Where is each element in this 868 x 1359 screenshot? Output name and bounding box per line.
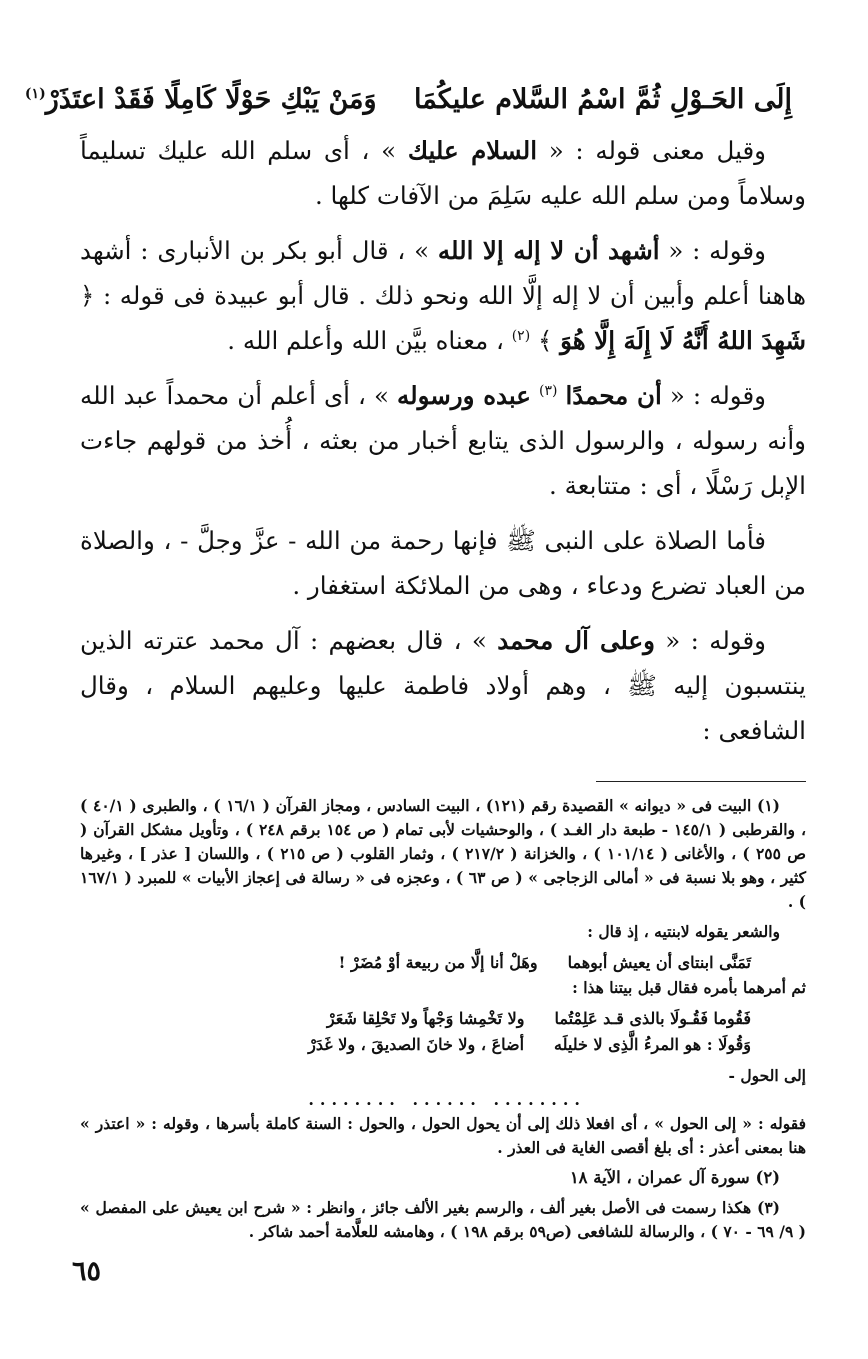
- poem-line: تَمَنَّى ابنتاى أن يعيش أبوهما وهَلْ أنا إلَّا من ربيعة أوْ مُضَرْ !: [338, 953, 751, 972]
- footnote-3: (٣) هكذا رسمت فى الأصل بغير ألف ، والرسم بغير الألف جائز ، وانظر : « شرح ابن يعيش على المفصل » ( ٩/ ٦٩ - ٧٠ ) ، والرسالة للشافعى (ص٥٩ برقم ١٩٨ ) ، وهامشه للعلَّامة أحمد شاكر .: [80, 1198, 806, 1241]
- poem-line: فَقُوما فَقُـولَا بالذى قـد عَلِمْتُما ولا تَخْمِشا وَجْهاً ولا تَحْلِقا شَعَرْ: [326, 1009, 751, 1028]
- footnote-ref-1: (١): [24, 86, 46, 102]
- paragraph-salam: وقيل معنى قوله : « السلام عليك » ، أى سلم الله عليك تسليماً وسلاماً ومن سلم الله عليه سَلِمَ من الآفات كلها .: [80, 136, 806, 210]
- quoted-phrase: أن محمدًا: [565, 381, 662, 410]
- quoted-phrase: عبده ورسوله: [396, 381, 531, 410]
- footnotes: [80, 794, 806, 1244]
- footnote-ref-2: (٢): [511, 327, 531, 344]
- footnote-1-poem-intro: والشعر يقوله لابنتيه ، إذ قال :: [587, 922, 780, 941]
- paragraph-shahada: وقوله : « أشهد أن لا إله إلا الله » ، قال أبو بكر بن الأنبارى : أشهد هاهنا أعلم وأبين أن لا إله إلَّا الله ونحو ذلك . قال أبو عبيدة فى قوله : ﴿ شَهِدَ اللهُ أَنَّهُ لَا إِلَهَ إِلَّا هُوَ ﴾ $^{(٢)}$ ، معناه بيَّن الله وأعلم الله .: [80, 236, 806, 355]
- footnote-divider: [596, 781, 806, 782]
- opening-verse: [24, 80, 806, 120]
- footnote-1: (١) البيت فى « ديوانه » القصيدة رقم (١٢١) ، البيت السادس ، ومجاز القرآن ( ١٦/١ ) ، والطبرى ( ٤٠/١ ) ، والقرطبى ( ١٤٥/١ - طبعة دار الغـد ) ، والوحشيات لأبى تمام ( ص ١٥٤ برقم ٢٤٨ ) ، وتأويل مشكل القرآن ( ص ٢٥٥ ) ، والأغانى ( ١٠١/١٤ ) ، والخزانة ( ٢١٧/٢ ) ، وثمار القلوب ( ص ٢١٥ ) ، واللسان [ عذر ] ، وغيرها كثير ، وهو بلا نسبة فى « أمالى الزجاجى » ( ص ٦٣ ) ، وعجزه فى « رسالة فى إعجاز الأبيات » للمبرد ( ١٦٧/١ ) .: [80, 796, 806, 911]
- paragraph-al-muhammad: وقوله : « وعلى آل محمد » ، قال بعضهم : آل محمد عترته الذين ينتسبون إليه ﷺ ، وهم أولاد فاطمة عليها وعليهم السلام ، وقال الشافعى :: [80, 626, 806, 745]
- quran-quote: شَهِدَ اللهُ أَنَّهُ لَا إِلَهَ إِلَّا هُوَ: [560, 326, 806, 355]
- page-number: ٦٥: [72, 1256, 102, 1287]
- quoted-phrase: السلام عليك: [407, 136, 538, 165]
- quoted-phrase: وعلى آل محمد: [497, 626, 655, 655]
- paragraph-muhammad: وقوله : « أن محمدًا $^{(٣)}$ عبده ورسوله » ، أى أعلم أن محمداً عبد الله وأنه رسوله ، والرسول الذى يتابع أخبار من بعثه ، أُخذ من قولهم جاءت الإبل رَسْلًا ، أى : متتابعة .: [80, 381, 806, 500]
- footnote-2: (٢) سورة آل عمران ، الآية ١٨: [569, 1168, 780, 1187]
- verse-first-hemistich: إِلَى الحَـوْلِ ثُمَّ اسْمُ السَّلام عليكُمَا: [413, 84, 792, 115]
- paragraph-salat: فأما الصلاة على النبى ﷺ فإنها رحمة من الله - عزَّ وجلَّ - ، والصلاة من العباد تضرع ودعاء ، وهى من الملائكة استغفار .: [80, 526, 806, 600]
- footnote-ref-3: (٣): [538, 382, 558, 399]
- quoted-phrase: أشهد أن لا إله إلا الله: [437, 236, 660, 265]
- ellipsis-dots: ........ ...... ........: [308, 1090, 586, 1109]
- verse-second-hemistich: وَمَنْ يَبْكِ حَوْلًا كَامِلًا فَقَدْ اعتَذَرْ$^{(١)}$: [24, 84, 377, 115]
- poem-line: وَقُولَا : هو المرءُ الَّذِى لا خليلَه أضاعَ ، ولا خانَ الصديقَ ، ولا غَدَرْ: [308, 1035, 751, 1054]
- footnote-1-explanation: فقوله : « إلى الحول » ، أى افعلا ذلك إلى أن يحول الحول ، والحول : السنة كاملة بأسرها ، وقوله : « اعتذر » هنا بمعنى أعذر : أى بلغ أقصى الغاية فى العذر .: [80, 1114, 806, 1157]
- footnote-1-poem-intro-2: ثم أمرهما بأمره فقال قبل بيتنا هذا :: [572, 978, 806, 997]
- poem-line-partial: إلى الحول -: [728, 1066, 806, 1085]
